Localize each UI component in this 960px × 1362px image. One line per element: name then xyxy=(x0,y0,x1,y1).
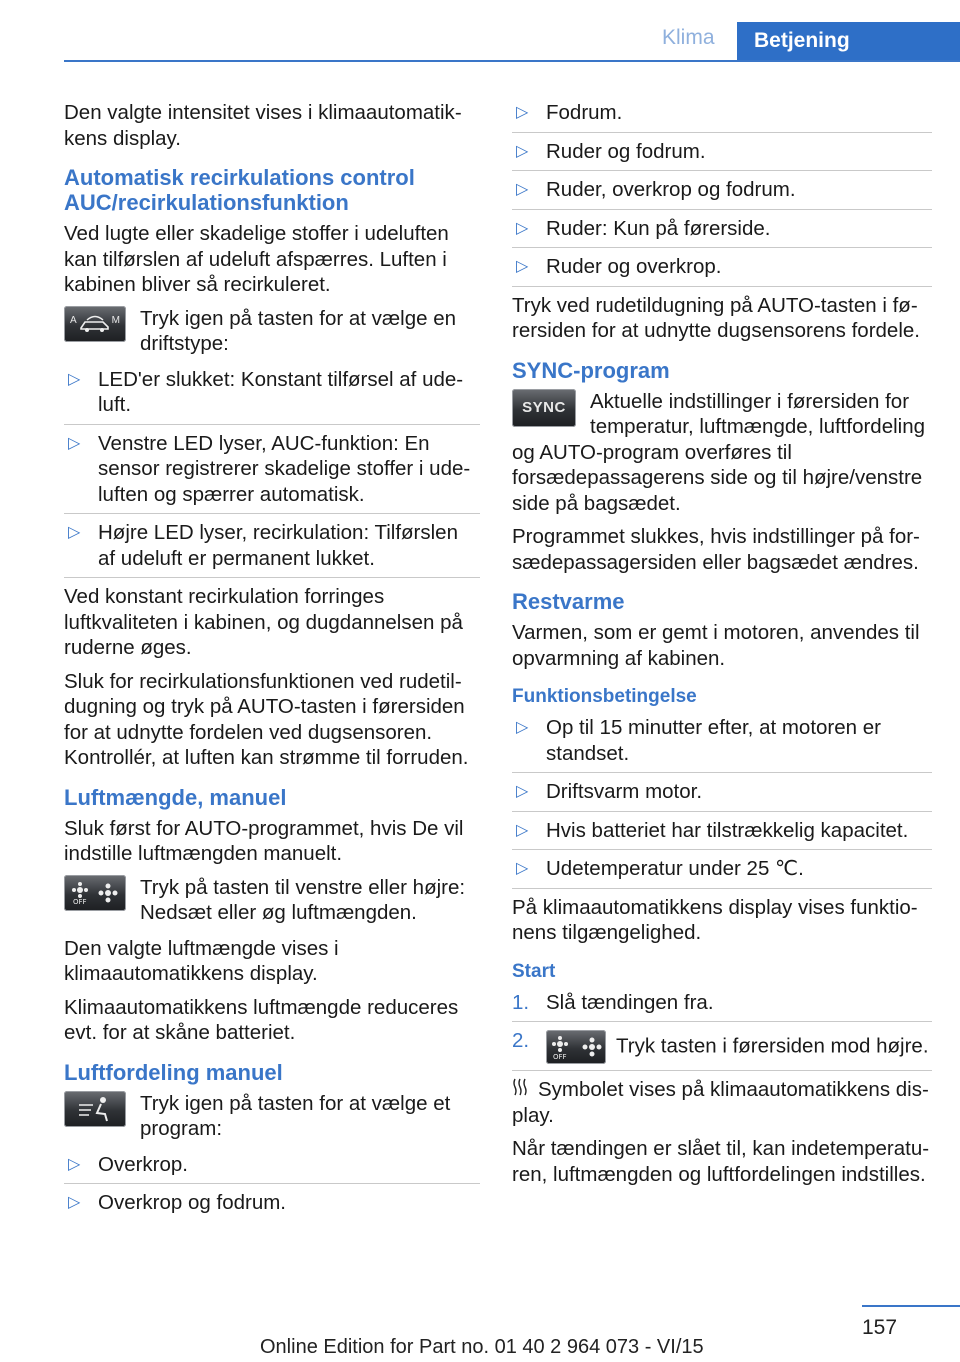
heading-funktionsbetingelse: Funktionsbetingelse xyxy=(512,686,697,707)
luft-paragraph-2: Den valgte luftmængde vises i klimaautomatikkens display. xyxy=(64,936,339,985)
fan-off-label: OFF xyxy=(553,1053,567,1061)
sync-paragraph-1: og AUTO-program overføres til forsædepassagerens side og til højre/venstre side på bagsædet. xyxy=(512,440,923,515)
list-item xyxy=(512,856,932,889)
triangle-bullet-icon: ▷ xyxy=(516,719,529,736)
step-text: Tryk tasten i førersiden mod højre. xyxy=(616,1034,929,1058)
luft-paragraph-1: Sluk først for AUTO-programmet, hvis De vil indstille luftmængden manuelt. xyxy=(64,816,464,865)
step-text: Slå tændingen fra. xyxy=(546,990,714,1014)
triangle-bullet-icon: ▷ xyxy=(516,783,529,800)
restvarme-paragraph: Varmen, som er gemt i motoren, anvendes til opvarmning af kabinen. xyxy=(512,621,920,670)
fan-button-row xyxy=(64,875,480,926)
header-rule xyxy=(64,60,960,62)
header-tab-betjening-label: Betjening xyxy=(754,29,850,52)
auc-button-text: Tryk igen på tasten for at vælge en driftstype: xyxy=(140,306,457,355)
list-item-text: Fodrum. xyxy=(546,101,623,124)
distribution-button-image xyxy=(64,1091,126,1127)
list-item xyxy=(512,139,932,172)
distribution-list-right xyxy=(512,100,932,287)
auc-led-label-a: A xyxy=(70,314,77,326)
fan-icon xyxy=(546,1030,606,1064)
fan-button-text: Tryk på tasten til venstre eller højre: Nedsæt eller øg luftmængden. xyxy=(140,875,466,924)
auc-button-row xyxy=(64,306,480,357)
triangle-bullet-icon: ▷ xyxy=(516,258,529,275)
list-item-text: Ruder og overkrop. xyxy=(546,255,722,278)
list-item-text: Venstre LED lyser, AUC-funktion: En sensor registrerer skadelige stoffer i udeluften og spærrer automatisk. xyxy=(98,431,471,506)
heading-auc: Automatisk recirkulations control AUC/recirkulationsfunktion xyxy=(64,165,415,215)
list-item-text: Overkrop og fodrum. xyxy=(98,1191,286,1214)
footer-rule xyxy=(862,1305,960,1307)
auc-mode-list xyxy=(64,367,480,579)
heading-luftmaengde: Luftmængde, manuel xyxy=(64,784,287,810)
heading-restvarme: Restvarme xyxy=(512,589,625,614)
list-item xyxy=(512,254,932,287)
condition-paragraph: På klimaautomatikkens display vises funktionens tilgængelighed. xyxy=(512,895,918,944)
triangle-bullet-icon: ▷ xyxy=(68,1155,81,1173)
auc-paragraph-3: Sluk for recirkulationsfunktionen ved rudetildugning og tryk på AUTO-tasten i førersiden for at udnytte fordelen ved dugsensoren. Kontrollér, at luften kan strømme til forruden. xyxy=(64,669,469,769)
condition-list xyxy=(512,715,932,889)
heading-sync: SYNC-program xyxy=(512,357,670,383)
list-item xyxy=(512,216,932,249)
header-tab-betjening[interactable] xyxy=(737,22,960,60)
sync-button-text: Aktuelle indstillinger i førersiden for temperatur, luftmængde, luftfordeling xyxy=(590,389,926,438)
step-number: 2. xyxy=(512,1029,530,1052)
list-item xyxy=(512,779,932,812)
fan-button-inline-image xyxy=(546,1030,606,1064)
footer-edition: Online Edition for Part no. 01 40 2 964 073 - VI/15 xyxy=(260,1336,704,1358)
list-item xyxy=(512,100,932,133)
sync-button-row xyxy=(512,389,932,440)
list-item-text: Ruder og fodrum. xyxy=(546,139,706,163)
start-paragraph-1-text: Symbolet vises på klimaautomatikkens display. xyxy=(512,1078,929,1127)
list-item xyxy=(512,818,932,851)
heading-luftfordeling: Luftfordeling manuel xyxy=(64,1059,283,1085)
list-item-text: Udetemperatur under 25 ℃. xyxy=(546,857,804,880)
triangle-bullet-icon: ▷ xyxy=(516,219,529,237)
list-item xyxy=(512,715,932,773)
step-item xyxy=(512,990,932,1023)
intro-paragraph: Den valgte intensitet vises i klimaautomatikkens display. xyxy=(64,101,462,150)
list-item-text: Ruder, overkrop og fodrum. xyxy=(546,178,796,201)
list-item-text: Driftsvarm motor. xyxy=(546,780,703,803)
distribution-button-row xyxy=(64,1091,480,1142)
list-item-text: LED'er slukket: Konstant tilførsel af udeluft. xyxy=(98,367,464,416)
left-column xyxy=(64,100,480,1228)
distribution-paragraph: Tryk ved rudetildugning på AUTO-tasten i førersiden for at udnytte dugsensorens fordele. xyxy=(512,293,920,342)
car-recirculation-icon xyxy=(77,314,113,334)
heat-waves-icon xyxy=(512,1077,528,1103)
heading-start: Start xyxy=(512,960,556,982)
triangle-bullet-icon: ▷ xyxy=(68,1194,81,1211)
distribution-button-text: Tryk igen på tasten for at vælge et program: xyxy=(140,1091,451,1140)
right-column xyxy=(512,100,932,1195)
list-item xyxy=(512,177,932,210)
step-item xyxy=(512,1028,932,1071)
start-paragraph-2: Når tændingen er slået til, kan indetemperaturen, luftmængden og luftfordelingen indstilles. xyxy=(512,1137,930,1186)
start-steps xyxy=(512,990,932,1072)
air-distribution-icon xyxy=(75,1095,115,1123)
luft-paragraph-3: Klimaautomatikkens luftmængde reduceres evt. for at skåne batteriet. xyxy=(64,995,459,1044)
fan-icon xyxy=(70,880,120,906)
triangle-bullet-icon: ▷ xyxy=(516,104,529,121)
list-item xyxy=(64,431,480,515)
list-item xyxy=(64,1152,480,1185)
start-paragraph-1 xyxy=(512,1077,932,1128)
header-tab-klima[interactable]: Klima xyxy=(662,26,715,49)
auc-led-label-m: M xyxy=(111,314,120,326)
list-item-text: Højre LED lyser, recirkulation: Tilførslen af udeluft er permanent lukket. xyxy=(98,521,458,570)
fan-button-image xyxy=(64,875,126,911)
sync-button-label: SYNC xyxy=(522,398,566,416)
triangle-bullet-icon: ▷ xyxy=(516,181,529,198)
list-item-text: Op til 15 minutter efter, at motoren er standset. xyxy=(546,716,881,765)
auc-paragraph-2: Ved konstant recirkulation forringes luftkvaliteten i kabinen, og dugdannelsen på ruderne øges. xyxy=(64,585,463,659)
page-number: 157 xyxy=(862,1316,898,1339)
auc-paragraph-1: Ved lugte eller skadelige stoffer i udeluften kan tilførslen af udeluft afspærres. Luften i kabinen bliver så recirkuleret. xyxy=(64,222,449,296)
triangle-bullet-icon: ▷ xyxy=(68,524,81,541)
triangle-bullet-icon: ▷ xyxy=(516,860,529,877)
triangle-bullet-icon: ▷ xyxy=(68,434,81,452)
sync-button-image xyxy=(512,389,576,427)
list-item xyxy=(64,367,480,425)
list-item xyxy=(64,1190,480,1222)
step-number: 1. xyxy=(512,990,530,1014)
fan-off-label: OFF xyxy=(73,897,87,906)
sync-paragraph-2: Programmet slukkes, hvis indstillinger på forsædepassagersiden eller bagsædet ændres. xyxy=(512,525,920,574)
auc-button-image xyxy=(64,306,126,342)
triangle-bullet-icon: ▷ xyxy=(68,370,81,388)
list-item-text: Ruder: Kun på førerside. xyxy=(546,216,771,240)
list-item xyxy=(64,520,480,578)
list-item-text: Overkrop. xyxy=(98,1152,188,1176)
list-item-text: Hvis batteriet har tilstrækkelig kapacitet. xyxy=(546,818,909,842)
distribution-list-left xyxy=(64,1152,480,1222)
triangle-bullet-icon: ▷ xyxy=(516,142,529,160)
triangle-bullet-icon: ▷ xyxy=(516,821,529,839)
